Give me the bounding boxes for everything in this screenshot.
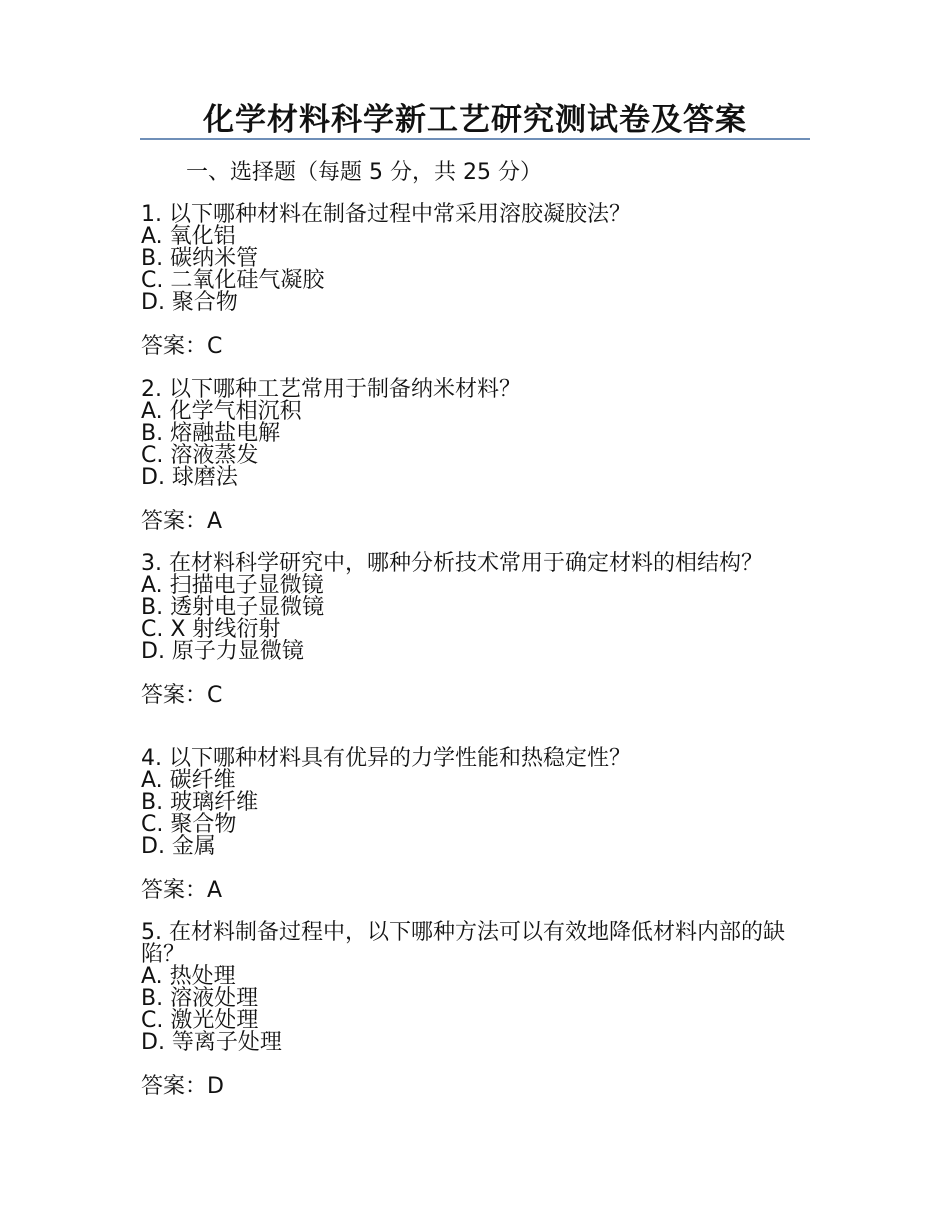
question-3 (141, 553, 801, 709)
option-b: B. 透射电子显微镜 (141, 595, 325, 620)
question-1 (141, 204, 801, 360)
answer-line: 答案：D (141, 1074, 224, 1099)
option-d: D. 原子力显微镜 (141, 639, 304, 664)
answer-line: 答案：A (141, 509, 223, 534)
option-d: D. 金属 (141, 834, 216, 859)
question-2 (141, 379, 801, 535)
option-list (141, 401, 801, 489)
option-c: C. 激光处理 (141, 1008, 259, 1033)
option-a: A. 氧化铝 (141, 224, 236, 249)
document-title: 化学材料科学新工艺研究测试卷及答案 (203, 102, 747, 138)
option-d: D. 聚合物 (141, 290, 238, 315)
option-a: A. 化学气相沉积 (141, 399, 302, 424)
option-list (141, 770, 801, 858)
answer-line: 答案：A (141, 878, 223, 903)
option-a: A. 碳纤维 (141, 768, 236, 793)
question-stem: 2. 以下哪种工艺常用于制备纳米材料？ (141, 377, 521, 402)
option-b: B. 玻璃纤维 (141, 790, 259, 815)
option-b: B. 碳纳米管 (141, 246, 259, 271)
option-b: B. 溶液处理 (141, 986, 259, 1011)
question-stem: 3. 在材料科学研究中，哪种分析技术常用于确定材料的相结构？ (141, 551, 763, 576)
option-a: A. 扫描电子显微镜 (141, 573, 324, 598)
option-list (141, 226, 801, 314)
question-4 (141, 748, 801, 904)
answer-line: 答案：C (141, 334, 223, 359)
option-d: D. 球磨法 (141, 465, 238, 490)
option-c: C. 二氧化硅气凝胶 (141, 268, 325, 293)
title-underline (140, 138, 810, 140)
option-c: C. 聚合物 (141, 812, 237, 837)
option-c: C. X 射线衍射 (141, 617, 281, 642)
question-stem: 1. 以下哪种材料在制备过程中常采用溶胶凝胶法？ (141, 202, 631, 227)
option-d: D. 等离子处理 (141, 1030, 282, 1055)
question-stem: 5. 在材料制备过程中，以下哪种方法可以有效地降低材料内部的缺陷？ (141, 920, 785, 967)
option-b: B. 熔融盐电解 (141, 421, 281, 446)
answer-line: 答案：C (141, 683, 223, 708)
question-5 (141, 922, 801, 1100)
option-list (141, 966, 801, 1054)
question-stem: 4. 以下哪种材料具有优异的力学性能和热稳定性？ (141, 746, 631, 771)
option-a: A. 热处理 (141, 964, 236, 989)
option-c: C. 溶液蒸发 (141, 443, 259, 468)
section-heading: 一、选择题（每题 5 分，共 25 分） (186, 160, 542, 185)
option-list (141, 575, 801, 663)
